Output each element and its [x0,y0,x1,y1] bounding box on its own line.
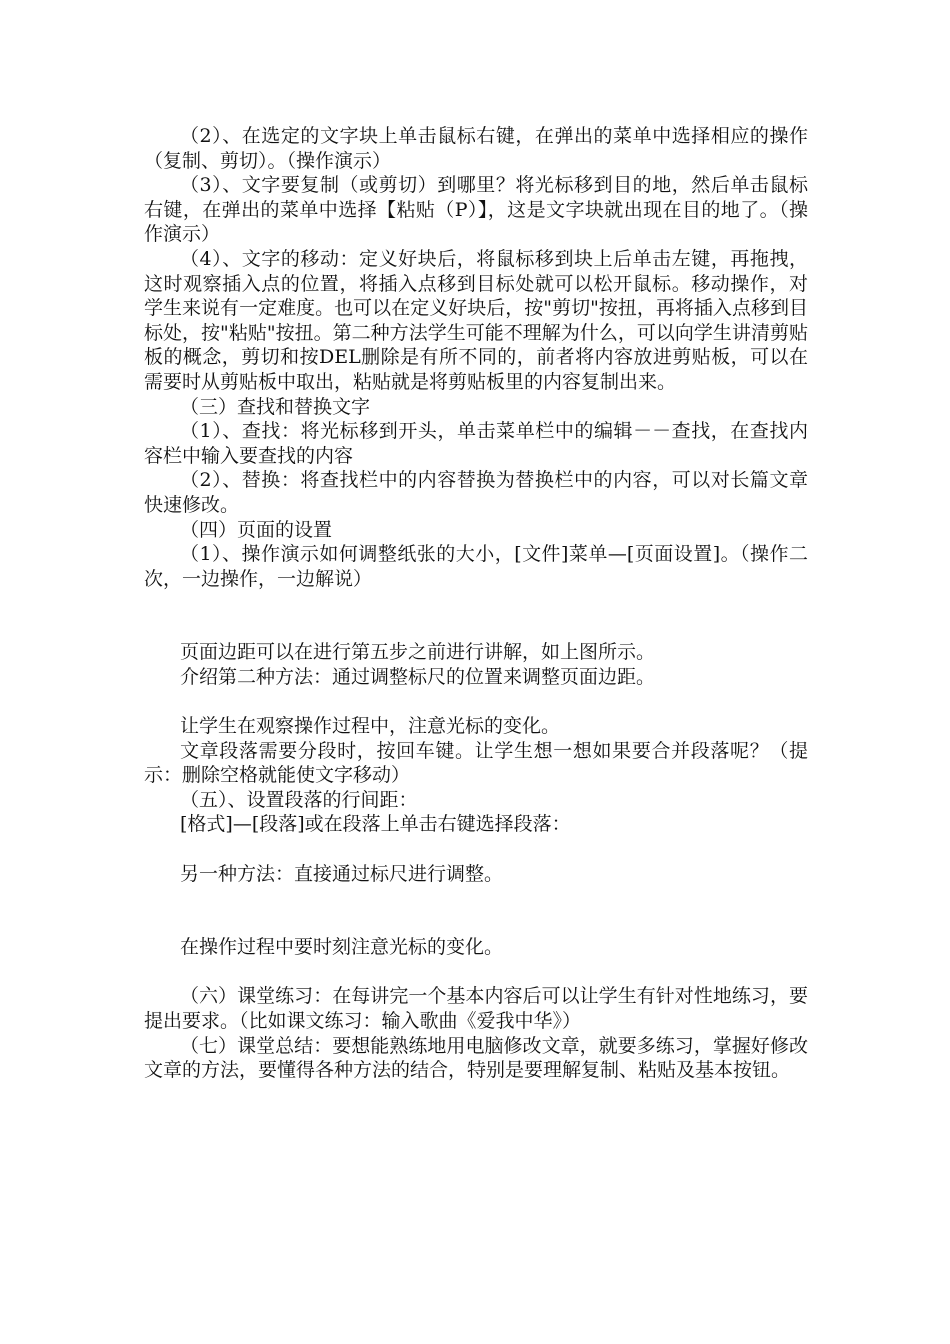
paragraph-ruler-method: 另一种方法：直接通过标尺进行调整。 [180,862,504,885]
heading-line-spacing: （五）、设置段落的行间距： [180,788,418,811]
paragraph-format-menu: [格式]—[段落]或在段落上单击右键选择段落： [180,813,571,836]
heading-find-replace: （三）查找和替换文字 [180,395,371,418]
paragraph-practice: （六）课堂练习：在每讲完一个基本内容后可以让学生有针对性地练习，要提出要求。（比如课文练习：输入歌曲《爱我中华》） [144,985,808,1032]
paragraph-observe-cursor: 让学生在观察操作过程中，注意光标的变化。 [180,715,561,738]
paragraph-paste: （3）、文字要复制（或剪切）到哪里？将光标移到目的地，然后单击鼠标右键，在弹出的菜单中选择【粘贴（P）】，这是文字块就出现在目的地了。（操作演示） [144,174,808,246]
paragraph-page-margin: 页面边距可以在进行第五步之前进行讲解，如上图所示。 [180,641,656,664]
blank-line [144,886,808,935]
paragraph-split-merge: 文章段落需要分段时，按回车键。让学生想一想如果要合并段落呢？（提示：删除空格就能使文字移动） [144,739,808,787]
blank-line [144,960,808,985]
document-body [144,124,808,1083]
paragraph-paper-size: （1）、操作演示如何调整纸张的大小，[文件]菜单—[页面设置]。（操作二次，一边操作，一边解说） [144,543,808,590]
paragraph-summary: （七）课堂总结：要想能熟练地用电脑修改文章，就要多练习，掌握好修改文章的方法，要懂得各种方法的结合，特别是要理解复制、粘贴及基本按钮。 [144,1034,808,1082]
paragraph-copy-cut: （2）、在选定的文字块上单击鼠标右键，在弹出的菜单中选择相应的操作（复制、剪切）。（操作演示） [144,125,808,172]
blank-line [144,837,808,862]
paragraph-cursor-change: 在操作过程中要时刻注意光标的变化。 [180,936,504,959]
paragraph-replace: （2）、替换：将查找栏中的内容替换为替换栏中的内容，可以对长篇文章快速修改。 [144,469,808,516]
paragraph-find: （1）、查找：将光标移到开头，单击菜单栏中的编辑－－查找，在查找内容栏中输入要查找的内容 [144,420,808,467]
paragraph-second-method: 介绍第二种方法：通过调整标尺的位置来调整页面边距。 [180,665,656,688]
blank-line [144,591,808,640]
blank-line [144,689,808,714]
paragraph-move-text: （4）、文字的移动：定义好块后，将鼠标移到块上后单击左键，再拖拽，这时观察插入点的位置，将插入点移到目标处就可以松开鼠标。移动操作，对学生来说有一定难度。也可以在定义好块后，按"剪切"按扭，再将插入点移到目标处，按"粘贴"按扭。第二种方法学生可能不理解为什么，可以向学生讲清剪贴板的概念，剪切和按DEL删除是有所不同的，前者将内容放进剪贴板，可以在需要时从剪贴板中取出，粘贴就是将剪贴板里的内容复制出来。 [144,247,808,393]
heading-page-setup: （四）页面的设置 [180,518,333,541]
